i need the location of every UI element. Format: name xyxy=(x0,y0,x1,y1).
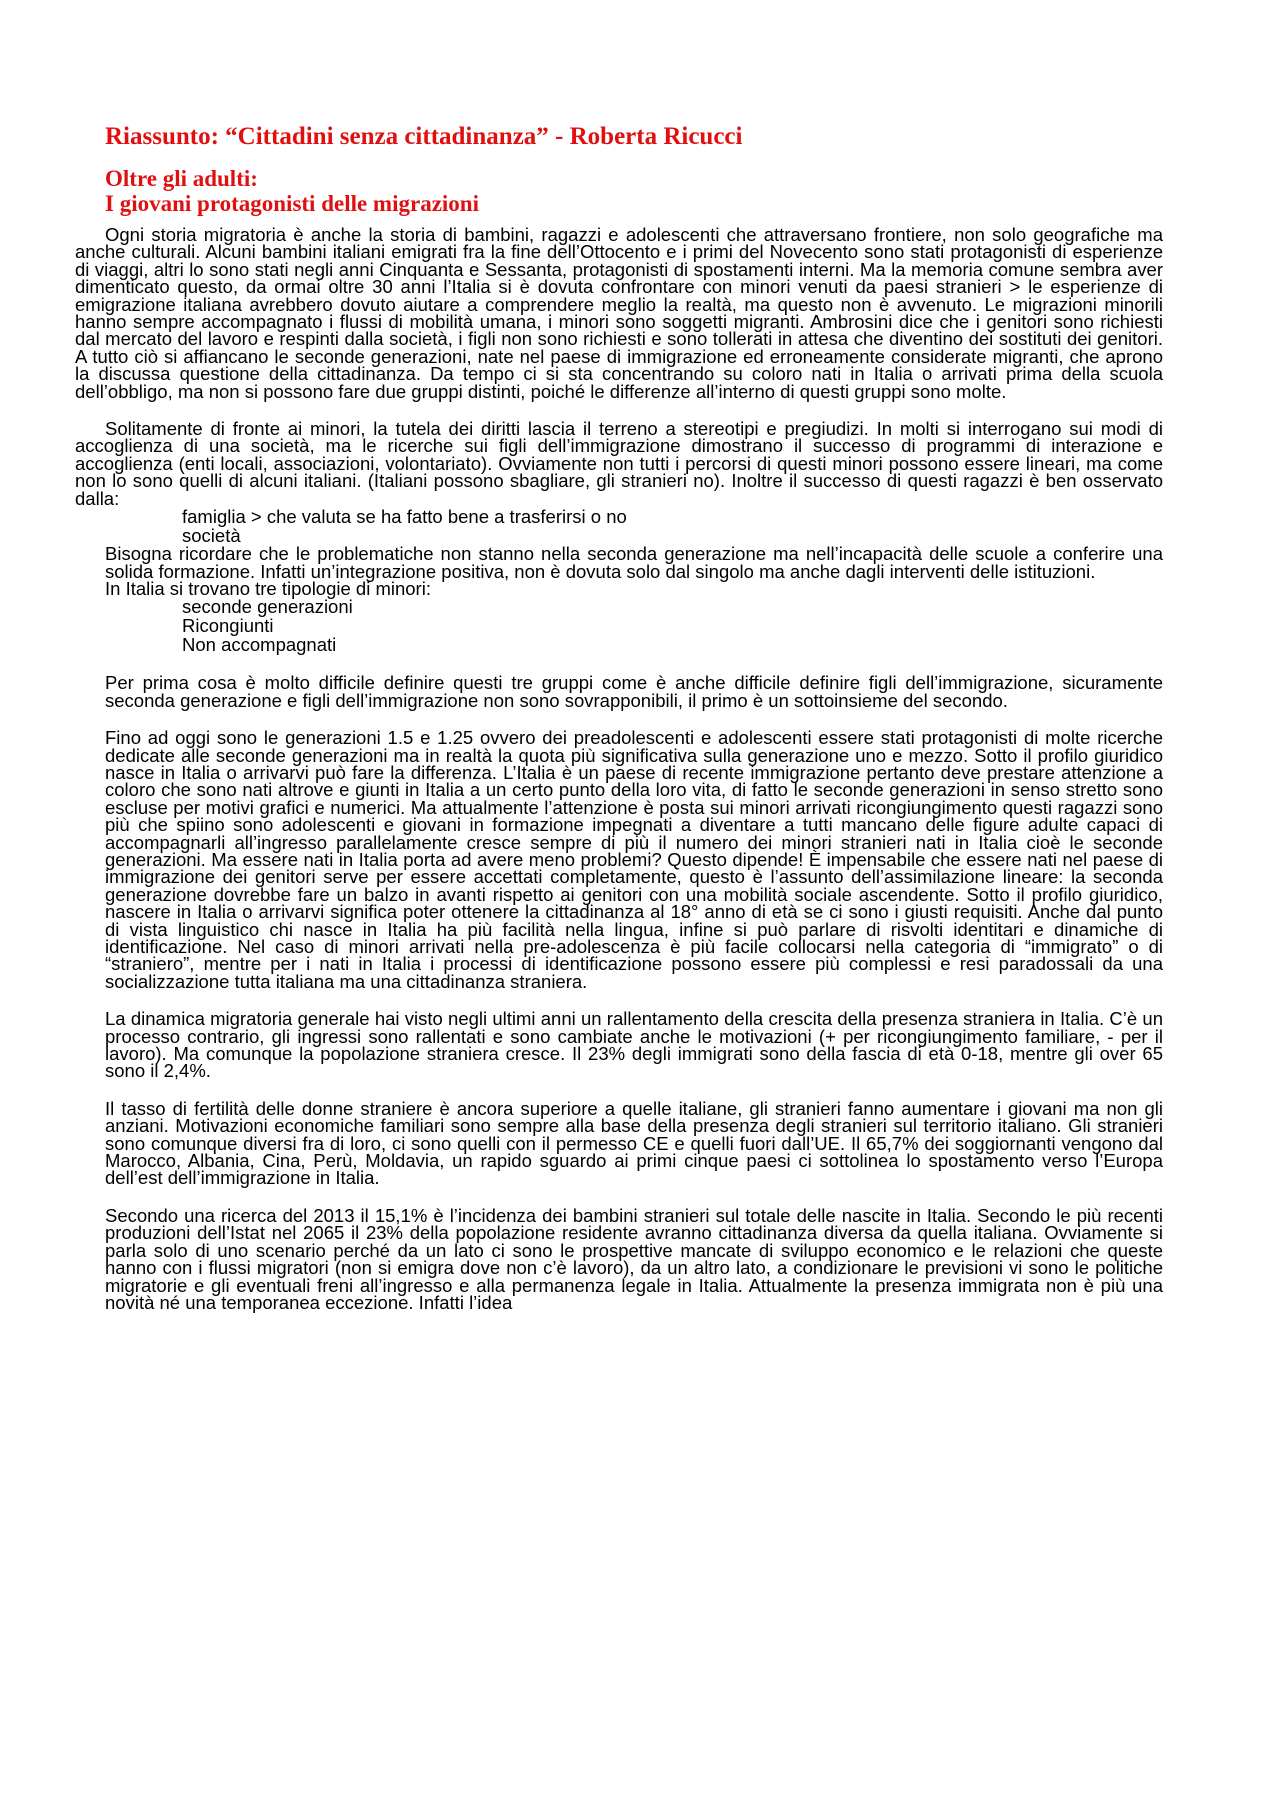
list-item: famiglia > che valuta se ha fatto bene a trasferirsi o no xyxy=(182,506,627,528)
section-heading-line-2: I giovani protagonisti delle migrazioni xyxy=(105,191,479,216)
document-title: Riassunto: “Cittadini senza cittadinanza” - Roberta Ricucci xyxy=(105,123,743,150)
paragraph-research-2013: Secondo una ricerca del 2013 il 15,1% è l’incidenza dei bambini stranieri sul totale delle nascite in Italia. Secondo le più recenti produzioni dell’Istat nel 2065 il 23% della popolazione residente avranno cittadinanza diversa da quella italiana. Ovviamente si parla solo di uno scenario perché da un lato ci sono le prospettive mancate di sviluppo economico e le relazioni che queste hanno con i flussi migratori (non si emigra dove non c’è lavoro), da un altro lato, a condizionare le previsioni vi sono le politiche migratorie e gli eventuali freni all’ingresso e alla permanenza legale in Italia. Attualmente la presenza immigrata non è più una novità né una temporanea eccezione. Infatti l’idea xyxy=(105,1204,1163,1313)
paragraph-generations: Fino ad oggi sono le generazioni 1.5 e 1.25 ovvero dei preadolescenti e adolescenti essere stati protagonisti di molte ricerche dedicate alle seconde generazioni ma in realtà la quota più significativa sulla generazione uno e mezzo. Sotto il profilo giuridico nasce in Italia o arrivarvi può fare la differenza. L’Italia è un paese di recente immigrazione pertanto deve prestare attenzione a coloro che sono nati altrove e giunti in Italia a un certo punto della loro vita, di fatto le seconde generazioni in senso stretto sono escluse per motivi grafici e numerici. Ma attualmente l’attenzione è posta sui minori arrivati ricongiungimento questi ragazzi sono più che spiino sono adolescenti e giovani in formazione impegnati a diventare a tutti mancano delle figure adulte capaci di accompagnarli all’ingresso parallelamente cresce sempre di più il numero dei minori stranieri nati in Italia cioè le seconde generazioni. Ma essere nati in Italia porta ad avere meno problemi? Questo dipende! È impensabile che essere nati nel paese di immigrazione dei genitori serve per essere accettati completamente, questo è l’assunto dell’assimilazione lineare: la seconda generazione dovrebbe fare un balzo in avanti rispetto ai genitori con una mobilità sociale ascendente. Sotto il profilo giuridico, nascere in Italia o arrivarvi significa poter ottenere la cittadinanza al 18° anno di età se ci sono i giusti requisiti. Anche dal punto di vista linguistico chi nasce in Italia ha più facilità nella lingua, infine si può parlare di risvolti identitari e dinamiche di identificazione. Nel caso di minori arrivati nella pre-adolescenza è più facile collocarsi nella categoria di “immigrato” o di “straniero”, mentre per i nati in Italia i processi di identificazione possono essere più complessi e resi paradossali da una socializzazione tutta italiana ma una cittadinanza straniera. xyxy=(105,727,1163,992)
paragraph-types-intro: In Italia si trovano tre tipologie di minori: xyxy=(105,577,431,599)
paragraph-fertility: Il tasso di fertilità delle donne straniere è ancora superiore a quelle italiane, gli stranieri fanno aumentare i giovani ma non gli anziani. Motivazioni economiche familiari sono sempre alla base della presenza degli stranieri sul territorio italiano. Gli stranieri sono comunque diversi fra di loro, ci sono quelli con il permesso CE e quelli fuori dall’UE. Il 65,7% dei soggiornanti vengono dal Marocco, Albania, Cina, Perù, Moldavia, un rapido sguardo ai primi cinque paesi ci sottolinea lo spostamento verso l’Europa dell’est dell’immigrazione in Italia. xyxy=(105,1097,1163,1189)
list-item: seconde generazioni xyxy=(182,596,353,618)
observed-by-list xyxy=(75,507,1163,545)
section-heading xyxy=(105,166,1163,216)
paragraph-problems: Bisogna ricordare che le problematiche non stanno nella seconda generazione ma nell’incapacità delle scuole a conferire una solida formazione. Infatti un’integrazione positiva, non è dovuta solo dal singolo ma anche dagli interventi delle istituzioni. xyxy=(105,543,1163,582)
paragraph-stereotypes: Solitamente di fronte ai minori, la tutela dei diritti lascia il terreno a stereotipi e pregiudizi. In molti si interrogano sui modi di accoglienza di una società, ma le ricerche sui figli dell’immigrazione dimostrano il successo di programmi di interazione e accoglienza (enti locali, associazioni, volontariato). Ovviamente non tutti i percorsi di questi minori possono essere lineari, ma come non lo sono quelli di alcuni italiani. (Italiani possono sbagliare, gli stranieri no). Inoltre il successo di questi ragazzi è ben osservato dalla: xyxy=(75,418,1163,509)
section-heading-line-1: Oltre gli adulti: xyxy=(105,166,258,191)
paragraph-dynamics: La dinamica migratoria generale hai visto negli ultimi anni un rallentamento della crescita della presenza straniera in Italia. C’è un processo contrario, gli ingressi sono rallentati e sono cambiate anche le motivazioni (+ per ricongiungimento familiare, - per il lavoro). Ma comunque la popolazione straniera cresce. Il 23% degli immigrati sono della fascia di età 0-18, mentre gli over 65 sono il 2,4%. xyxy=(105,1008,1163,1082)
paragraph-definitions: Per prima cosa è molto difficile definire questi tre gruppi come è anche difficile definire figli dell’immigrazione, sicuramente seconda generazione e figli dell’immigrazione non sono sovrapponibili, il primo è un sottoinsieme del secondo. xyxy=(105,672,1163,711)
list-item: Ricongiunti xyxy=(182,615,274,637)
list-item: Non accompagnati xyxy=(182,634,337,656)
list-item: società xyxy=(182,525,241,547)
paragraph-intro: Ogni storia migratoria è anche la storia di bambini, ragazzi e adolescenti che attraversano frontiere, non solo geografiche ma anche culturali. Alcuni bambini italiani emigrati fra la fine dell’Ottocento e i primi del Novecento sono stati protagonisti di esperienze di viaggi, altri lo sono stati negli anni Cinquanta e Sessanta, protagonisti di spostamenti interni. Ma la memoria comune sembra aver dimenticato questo, da ormai oltre 30 anni l’Italia si è dovuta confrontare con minori venuti da paesi stranieri > le esperienze di emigrazione italiana avrebbero dovuto aiutare a comprendere meglio la realtà, ma questo non è avvenuto. Le migrazioni minorili hanno sempre accompagnato i flussi di mobilità umana, i minori sono soggetti migranti. Ambrosini dice che i genitori sono richiesti dal mercato del lavoro e respinti dalla società, i figli non sono richiesti e sono tollerati in attesa che diventino dei sostituti dei genitori. A tutto ciò si affiancano le seconde generazioni, nate nel paese di immigrazione ed erroneamente considerate migranti, che aprono la discussa questione della cittadinanza. Da tempo ci si sta concentrando su coloro nati in Italia o arrivati prima della scuola dell’obbligo, ma non si possono fare due gruppi distinti, poiché le differenze all’interno di questi gruppi sono molte. xyxy=(75,224,1163,402)
minori-types-list xyxy=(75,597,1163,654)
